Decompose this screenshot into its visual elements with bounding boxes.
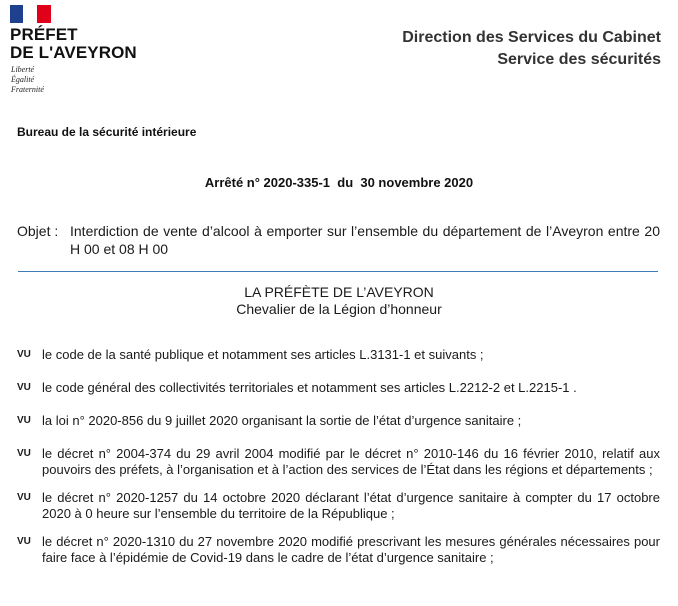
consideration-text: le décret n° 2004-374 du 29 avril 2004 modifié par le décret n° 2010-146 du 16 février 2010, relatif aux pouvoirs des préfets, à l’organisation et à l’action des services de l’État dans les régions et départements ; <box>42 446 660 477</box>
consideration-text: le décret n° 2020-1310 du 27 novembre 2020 modifié prescrivant les mesures générales nécessaires pour faire face à l’épidémie de Covid-19 dans le cadre de l’état d’urgence sanitaire ; <box>42 534 660 565</box>
decree-subject <box>17 222 660 258</box>
consideration-text: le décret n° 2020-1257 du 14 octobre 2020 déclarant l’état d’urgence sanitaire à compter du 17 octobre 2020 à 0 heure sur l’ensemble du territoire de la République ; <box>42 490 660 521</box>
vu-marker: VU <box>17 492 31 503</box>
motto-fraternite: Fraternité <box>11 85 44 94</box>
republic-motto <box>11 65 44 95</box>
bureau-name: Bureau de la sécurité intérieure <box>17 125 197 139</box>
prefecture-logo-text <box>10 26 137 62</box>
motto-liberte: Liberté <box>11 65 35 74</box>
vu-marker: VU <box>17 382 31 393</box>
authority-subtitle: Chevalier de la Légion d’honneur <box>236 301 442 317</box>
republic-flag-logo <box>10 5 51 23</box>
vu-marker: VU <box>17 349 31 360</box>
issuing-department <box>402 27 661 71</box>
considerations-list <box>17 347 660 565</box>
motto-egalite: Égalité <box>11 75 35 84</box>
subject-label: Objet : <box>17 223 59 239</box>
logo-line-1: PRÉFET <box>10 25 78 44</box>
consideration-item <box>17 380 660 396</box>
decree-title: Arrêté n° 2020-335-1 du 30 novembre 2020 <box>204 175 474 190</box>
consideration-item <box>17 347 660 363</box>
consideration-text: le code de la santé publique et notamment ses articles L.3131-1 et suivants ; <box>42 347 484 362</box>
authority-title: LA PRÉFÈTE DE L’AVEYRON <box>244 284 434 300</box>
logo-line-2: DE L'AVEYRON <box>10 43 137 62</box>
vu-marker: VU <box>17 536 31 547</box>
consideration-item <box>17 490 660 521</box>
consideration-text: le code général des collectivités territoriales et notamment ses articles L.2212-2 et L.2215-1 . <box>42 380 577 395</box>
consideration-item <box>17 446 660 477</box>
vu-marker: VU <box>17 415 31 426</box>
authority-block <box>0 284 678 318</box>
service-name: Service des sécurités <box>497 51 661 68</box>
consideration-text: la loi n° 2020-856 du 9 juillet 2020 organisant la sortie de l’état d’urgence sanitaire ; <box>42 413 522 428</box>
subject-text: Interdiction de vente d’alcool à emporter sur l’ensemble du département de l’Aveyron entre 20 H 00 et 08 H 00 <box>70 223 660 257</box>
separator-rule <box>18 271 658 272</box>
direction-name: Direction des Services du Cabinet <box>402 29 661 46</box>
consideration-item <box>17 413 660 429</box>
consideration-item <box>17 534 660 565</box>
vu-marker: VU <box>17 448 31 459</box>
